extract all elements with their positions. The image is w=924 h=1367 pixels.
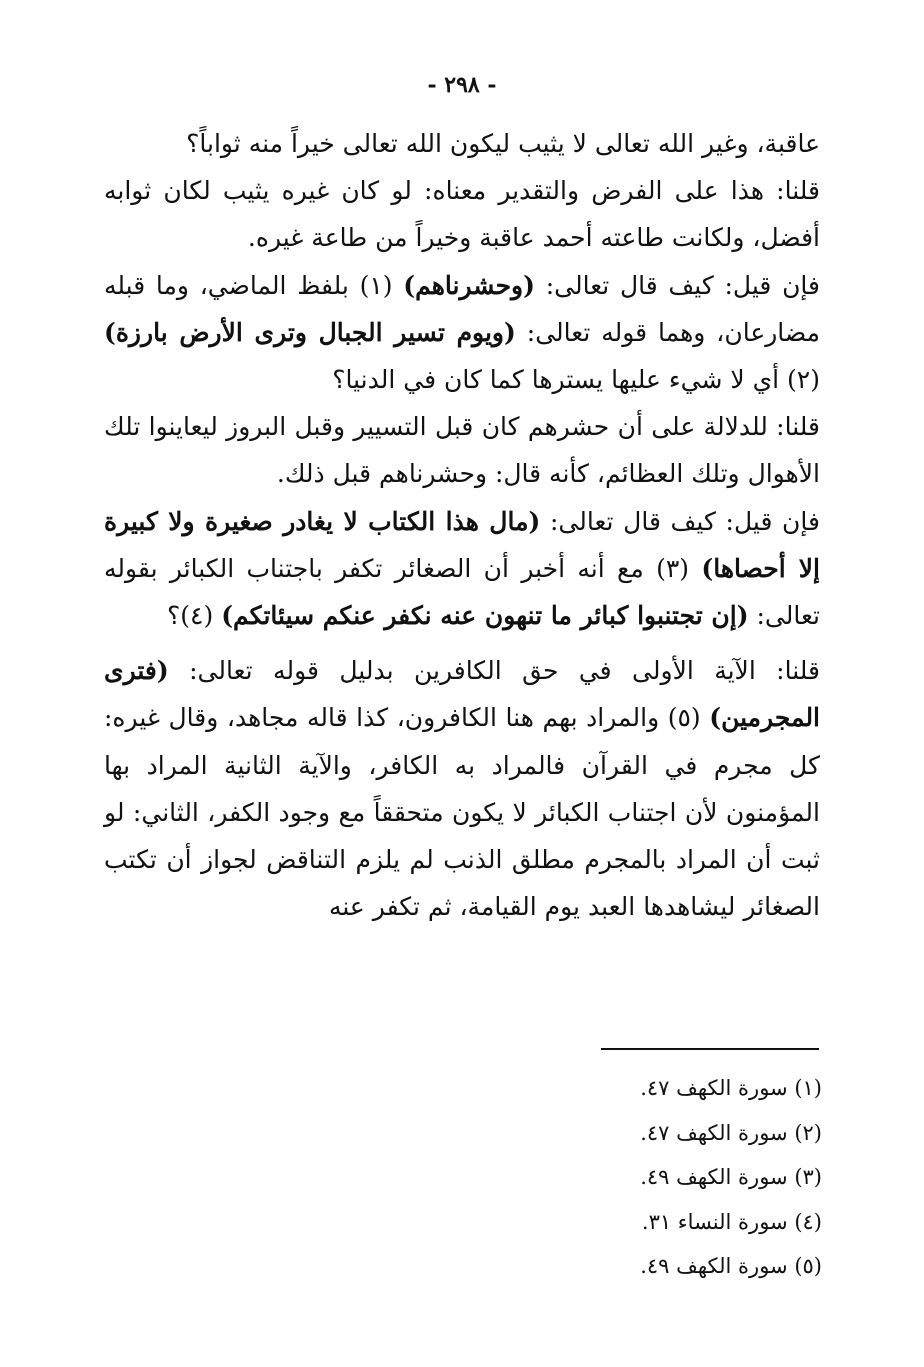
paragraph [104,120,820,167]
text-run: (٣) مع أنه أخبر أن الصغائر تكفر باجتناب الكبائر بقوله تعالى: [104,553,820,631]
paragraph [104,167,820,261]
paragraph [104,403,820,497]
footnote: (١) سورة الكهف ٤٧. [640,1076,822,1100]
text-run: قلنا: هذا على الفرض والتقدير معناه: لو كان غيره يثيب لكان ثوابه أفضل، ولكانت طاعته أحمد عاقبة وخيراً من طاعة غيره. [104,176,820,253]
footnote-divider [601,1048,819,1050]
paragraph [104,262,820,404]
quran-verse: (ويوم تسير الجبال وترى الأرض بارزة) [104,317,516,347]
body-text [104,120,820,930]
footnote: (٤) سورة النساء ٣١. [641,1209,822,1234]
quran-verse: (مال هذا الكتاب لا يغادر صغيرة ولا كبيرة إلا أحصاها) [104,506,821,583]
paragraph [104,647,820,930]
text-run: (١) بلفظ الماضي، وما قبله مضارعان، وهما قوله تعالى: [104,270,820,347]
text-run: عاقبة، وغير الله تعالى لا يثيب ليكون الله تعالى خيراً منه ثواباً؟ [186,129,820,158]
footnote: (٥) سورة الكهف ٤٩. [640,1254,822,1278]
quran-verse: (فترى المجرمين) [104,656,821,733]
quran-verse: (إن تجتنبوا كبائر ما تنهون عنه نكفر عنكم سيئاتكم) [221,601,749,631]
footnote: (٣) سورة الكهف ٤٩. [640,1165,822,1189]
quran-verse: (وحشرناهم) [403,270,535,300]
footnote: (٢) سورة الكهف ٤٧. [640,1120,822,1145]
text-run: فإن قيل: كيف قال تعالى: [534,270,820,300]
paragraph [104,498,820,640]
text-run: (٥) والمراد بهم هنا الكافرون، كذا قاله مجاهد، وقال غيره: كل مجرم في القرآن فالمراد به الكافر، والآية الثانية المراد بها المؤمنون لأن اجتناب الكبائر لا يكون متحققاً مع وجود الكفر، الثاني: لو ثبت أن المراد بالمجرم مطلق الذنب لم يلزم التناقض لجواز أن تكتب الصغائر ليشاهدها العبد يوم القيامة، ثم تكفر عنه [104,703,820,922]
text-run: فإن قيل: كيف قال تعالى: [540,506,820,536]
footnotes [562,1066,822,1289]
text-run: قلنا: للدلالة على أن حشرهم كان قبل التسيير وقبل البروز ليعاينوا تلك الأهوال وتلك العظائم، كأنه قال: وحشرناهم قبل ذلك. [104,412,820,489]
text-run: قلنا: الآية الأولى في حق الكافرين بدليل قوله تعالى: [168,656,820,686]
page-number: - ٢٩٨ - [427,72,497,98]
text-run: (٤)؟ [167,601,222,631]
text-run: (٢) أي لا شيء عليها يسترها كما كان في الدنيا؟ [332,365,820,395]
